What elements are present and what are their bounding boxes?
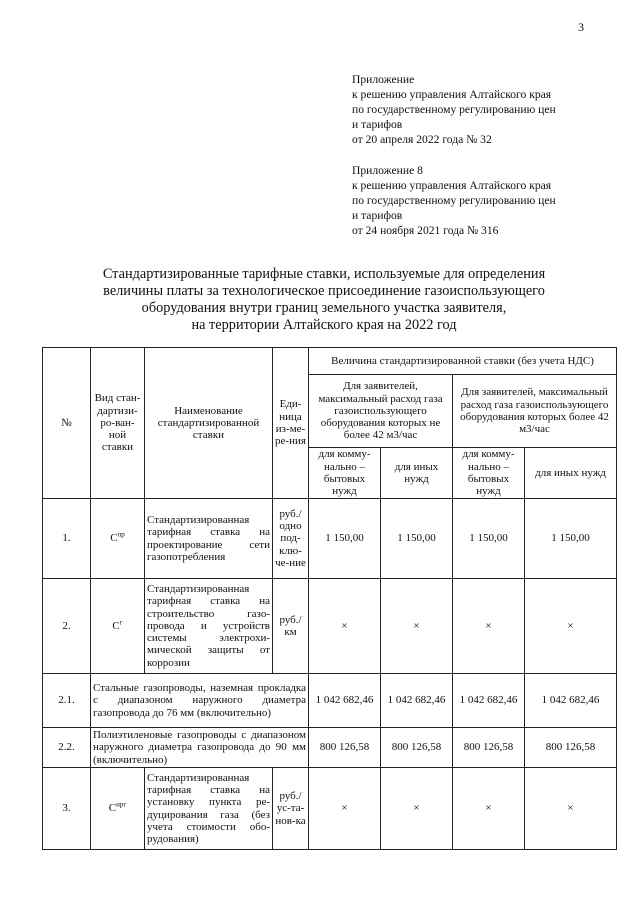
- row-num: 3.: [43, 768, 91, 850]
- row-num: 2.: [43, 579, 91, 674]
- row-value: ×: [309, 579, 381, 674]
- title-line: оборудования внутри границ земельного участка заявителя,: [141, 300, 507, 316]
- row-value: ×: [309, 768, 381, 850]
- row-num: 2.2.: [43, 728, 91, 768]
- appendix-line: к решению управления Алтайского края: [352, 179, 552, 192]
- row-value: ×: [525, 768, 617, 850]
- appendix-line: Приложение: [352, 73, 415, 86]
- header-household-b: для комму-нально – бытовых нужд: [453, 448, 525, 499]
- appendix-line: и тарифов: [352, 118, 403, 131]
- row-value: 800 126,58: [309, 728, 381, 768]
- row-unit: руб./ ус-та-нов-ка: [273, 768, 309, 850]
- row-value: ×: [453, 768, 525, 850]
- header-household-a: для комму-нально – бытовых нужд: [309, 448, 381, 499]
- table-row: [43, 768, 617, 850]
- header-other-a: для иных нужд: [381, 448, 453, 499]
- row-value: 1 042 682,46: [309, 674, 381, 728]
- appendix-line: по государственному регулированию цен: [352, 103, 556, 116]
- table-row: [43, 499, 617, 579]
- header-num: №: [43, 348, 91, 499]
- appendix-line: Приложение 8: [352, 164, 423, 177]
- table-row: [43, 728, 617, 768]
- row-name: Полиэтиленовые газопроводы с диапазоном наружного диаметра газопровода до 90 мм (включительно): [91, 728, 309, 768]
- header-name: Наименование стандартизированной ставки: [145, 348, 273, 499]
- appendix-line: от 20 апреля 2022 года № 32: [352, 133, 492, 146]
- row-value: 800 126,58: [381, 728, 453, 768]
- row-unit: руб./ км: [273, 579, 309, 674]
- tariff-table: [42, 347, 617, 850]
- row-name: Стандартизированная тарифная ставка на проектирование сети газопотребления: [145, 499, 273, 579]
- type-sup: ирг: [116, 800, 127, 809]
- header-group-a: Для заявителей, максимальный расход газа газоиспользующего оборудования которых не более 42 м3/час: [309, 375, 453, 448]
- appendix-previous: [352, 163, 556, 238]
- row-type: [91, 768, 145, 850]
- appendix-line: и тарифов: [352, 209, 403, 222]
- appendix-line: от 24 ноября 2021 года № 316: [352, 224, 499, 237]
- page-number: 3: [578, 20, 584, 34]
- row-type: [91, 579, 145, 674]
- row-type: [91, 499, 145, 579]
- row-value: ×: [453, 579, 525, 674]
- row-unit: руб./ одно под-клю-че-ние: [273, 499, 309, 579]
- row-value: ×: [525, 579, 617, 674]
- row-num: 2.1.: [43, 674, 91, 728]
- row-name: Стандартизированная тарифная ставка на строительство газо-провода и устройств системы электрохи-мической защиты от коррозии: [145, 579, 273, 674]
- row-value: 1 150,00: [525, 499, 617, 579]
- row-value: 800 126,58: [453, 728, 525, 768]
- row-value: 1 042 682,46: [453, 674, 525, 728]
- type-base: С: [110, 532, 118, 545]
- row-value: 1 042 682,46: [525, 674, 617, 728]
- row-value: 800 126,58: [525, 728, 617, 768]
- row-value: 1 150,00: [381, 499, 453, 579]
- type-sup: пр: [117, 530, 125, 539]
- type-base: С: [108, 802, 117, 815]
- row-value: ×: [381, 579, 453, 674]
- table-row: [43, 674, 617, 728]
- appendix-current: [352, 72, 556, 147]
- appendix-line: к решению управления Алтайского края: [352, 88, 552, 101]
- header-other-b: для иных нужд: [525, 448, 617, 499]
- header-row: [43, 348, 617, 375]
- row-value: 1 150,00: [453, 499, 525, 579]
- appendix-line: по государственному регулированию цен: [352, 194, 556, 207]
- row-name: Стальные газопроводы, наземная прокладка с диапазоном наружного диаметра газопровода до 76 мм (включительно): [91, 674, 309, 728]
- header-rate-group: Величина стандартизированной ставки (без учета НДС): [309, 348, 617, 375]
- table-row: [43, 579, 617, 674]
- row-num: 1.: [43, 499, 91, 579]
- type-base: С: [112, 619, 120, 632]
- title-line: Стандартизированные тарифные ставки, используемые для определения: [102, 266, 546, 282]
- header-group-b: Для заявителей, максимальный расход газа газоиспользующего оборудования которых более 42 м3/час: [453, 375, 617, 448]
- row-value: 1 042 682,46: [381, 674, 453, 728]
- title-line: величины платы за технологическое присоединение газоиспользующего: [103, 283, 545, 299]
- row-value: ×: [381, 768, 453, 850]
- header-type: Вид стан-дартизи-ро-ван-ной ставки: [91, 348, 145, 499]
- title-line: на территории Алтайского края на 2022 год: [191, 317, 457, 333]
- type-sup: г: [119, 618, 123, 627]
- header-unit: Еди-ница из-ме-ре-ния: [273, 348, 309, 499]
- row-name: Стандартизированная тарифная ставка на установку пункта ре-дуцирования газа (без учета стоимости обо-рудования): [145, 768, 273, 850]
- row-value: 1 150,00: [309, 499, 381, 579]
- document-title: [40, 266, 608, 334]
